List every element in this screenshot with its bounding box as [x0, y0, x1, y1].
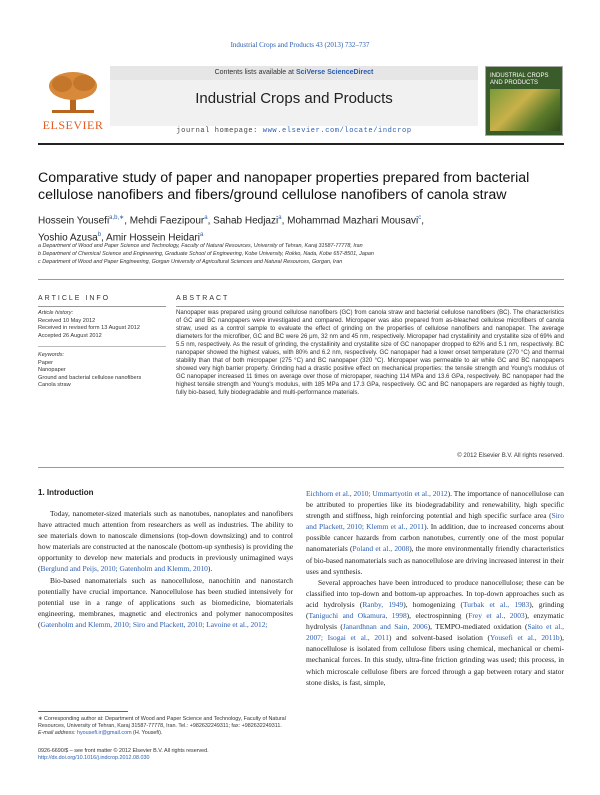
journal-title: Industrial Crops and Products — [195, 90, 393, 107]
publisher-name: ELSEVIER — [42, 118, 104, 132]
email-suffix: (H. Yousefi). — [131, 730, 163, 736]
author-sup[interactable]: c — [418, 215, 422, 221]
text-run: Several approaches have been introduced to produce nanocellulose; these can be classified into top-down and bottom-up approaches. In top-down approaches such as acid hydrolysis ( — [306, 577, 564, 609]
article-history — [38, 310, 166, 340]
text-run: ), enzymatic hydrolysis ( — [306, 611, 565, 632]
text-run: ), grinding ( — [306, 599, 565, 621]
text-run: ). In addition, due to increased concerns about possible cancer hazards from carbon nanotubes, currently one of the most popular nanomaterials ( — [306, 522, 564, 554]
text-run: ), TEMPO-mediated oxidation ( — [427, 622, 528, 632]
author-sup[interactable]: b — [97, 232, 102, 239]
abstract-text: Nanopaper was prepared using ground cellulose nanofibers (GC) from canola straw and bacterial cellulose nanofibers (BC). The characteristics of GC and BC nanopapers were investigated and compared. Micropaper was also prepared from as-bleached cellulose microfibers of canola straw, used as a control sample to evaluate the effect of grinding on the properties of cellulose nanofibers and nanopaper. The average diameters for the microfiber, GC and BC were 26 μm, 32 nm and 45 nm, respectively. Micropaper had crystallinity and crystallite size of 69% and 5.5 nm, respectively. As the result of grinding, the crystallinity and crystallite size of GC nanopaper dropped to 62% and 5.1 nm, respectively. BC nanopaper showed the highest values, with 80% and 6.2 nm, respectively. GC nanopaper had a lower onset temperature (270 °C) and thermal stability than that of both micropaper (275 °C) and BC nanopaper (320 °C). Micropaper was permeable to air while GC and BC nanopapers showed very high barrier property. Grinding had a drastic positive effect on mechanical properties: the tensile strength and Young's modulus of GC nanopaper increased 11 times on average over those of micropaper, reaching 114 MPa and 13.6 GPa, respectively. BC nanopaper had the highest tensile strength and Young's modulus, with 185 MPa and 17.3 GPa, respectively. GC and BC nanopapers are regarded as highly tough, fully bio-based, fully biodegradable and multi-performance materials. — [176, 310, 564, 397]
author-list — [38, 211, 564, 246]
affiliation-b: b Department of Chemical Science and Engineering, Graduate School of Engineering, Kobe University, Rokko, Nada, Kobe 657-8501, Japan — [38, 251, 374, 257]
citation-link[interactable]: Yousefi et al., 2011b — [489, 633, 560, 643]
abstract-bottom-rule — [38, 467, 564, 468]
cover-art — [490, 89, 560, 131]
text-run: Bio-based nanomaterials such as nanocellulose, nanochitin and nanostarch potentially have crucial importance. Nanocellulose has been studied intensively for potential use in a range of applications such as biomedicine, biomaterials engineering, membranes, magnetic and electronics and polymer nanocomposites ( — [38, 575, 293, 629]
left-column — [38, 508, 293, 630]
doi-link[interactable]: http://dx.doi.org/10.1016/j.indcrop.2012.08.030 — [38, 755, 150, 761]
keywords-list — [38, 352, 166, 390]
author-sup[interactable]: a — [199, 232, 204, 239]
author-sup[interactable]: a — [278, 215, 282, 221]
citation-link[interactable]: Taniguchi and Okamura, 1998 — [308, 611, 407, 621]
author-name: , Mohammad Mazhari Mousavi — [281, 215, 419, 227]
author-sup[interactable]: a — [204, 215, 208, 221]
author-name[interactable]: Hossein Yousefi — [38, 215, 110, 227]
journal-homepage — [110, 127, 478, 135]
author-sep: , — [421, 215, 425, 227]
citation-link[interactable]: Eichhorn et al., 2010; Ummartyotin et al., 2012 — [306, 489, 448, 498]
paragraph — [306, 488, 564, 577]
citation-link[interactable]: Poland et al., 2008 — [352, 544, 410, 554]
homepage-label: journal homepage: — [176, 127, 263, 135]
keyword: Nanopaper — [38, 367, 66, 374]
received-date: Received 10 May 2012 — [38, 317, 96, 324]
citation-link[interactable]: Berglund and Peijs, 2010; Gatenholm and Klemm, 2010 — [40, 564, 208, 574]
corresponding-author-note: ∗ Corresponding author at: Department of Wood and Paper Science and Technology, Faculty of Natural Resources, University of Tehran, Karaj 31587-77778, Iran. Tel.: +982632249311; fax: +982632249311. — [38, 716, 286, 729]
text-run: ), electrospinning ( — [406, 611, 469, 621]
keyword: Ground and bacterial cellulose nanofibers — [38, 374, 142, 381]
email-link[interactable]: hyousefi.ir@gmail.com — [76, 730, 132, 736]
section-divider — [38, 279, 564, 280]
citation-link[interactable]: Frey et al., 2003 — [468, 611, 525, 621]
affiliation-a: a Department of Wood and Paper Science and Technology, Faculty of Natural Resources, University of Tehran, Karaj 31587-77778, Iran — [38, 243, 363, 249]
text-run: ). — [207, 564, 213, 574]
affiliation-c: c Department of Wood and Paper Engineering, Gorgan University of Agricultural Sciences and Natural Resources, Gorgan, Iran — [38, 259, 343, 265]
citation-link[interactable]: Janardhnan and Sain, 2006 — [342, 622, 428, 632]
author-name: Yoshio Azusa — [38, 232, 98, 244]
right-column — [306, 488, 564, 688]
text-run: ), nanocellulose is isolated from cellulose fibers using chemical, mechanical or chemi-mechanical forces. In this study, ultra-fine friction grinding was used; this process, in which microscale cellulose fibers are forced through a gap between rotary and stator stone disks, is fast, simple, — [306, 633, 564, 687]
history-label: Article history: — [38, 310, 74, 316]
keyword: Canola straw — [38, 382, 71, 389]
keywords-rule — [38, 346, 166, 347]
article-info-heading: ARTICLE INFO — [38, 295, 111, 302]
citation-link[interactable]: Gatenholm and Klemm, 2010; Siro and Plackett, 2010; Lavoine et al., 2012; — [40, 619, 268, 629]
citation-link[interactable]: Siro and Plackett, 2010; Klemm et al., 2011 — [306, 511, 564, 532]
author-sup[interactable]: a,b,∗ — [109, 215, 125, 221]
citation-link[interactable]: Ranby, 1949 — [362, 599, 404, 609]
keyword: Paper — [38, 359, 53, 366]
text-run: ), homogenizing ( — [403, 599, 464, 609]
copyright-notice: © 2012 Elsevier B.V. All rights reserved. — [457, 453, 564, 459]
text-run: ). The importance of nanocellulose can be attributed to properties like its biodegradability and renewability, high specific strength and stiffness, high reinforcing potential and high specific surface area ( — [306, 489, 564, 521]
homepage-link[interactable]: www.elsevier.com/locate/indcrop — [262, 127, 412, 135]
author-name: , Mehdi Faezipour — [124, 215, 205, 227]
author-name: , Sahab Hedjazi — [207, 215, 279, 227]
abstract-rule — [176, 306, 564, 307]
abstract-heading: ABSTRACT — [176, 295, 230, 302]
text-run: Today, nanometer-sized materials such as nanotubes, nanoplates and nanofibers have attracted much attention from researchers as well as industries. The ability to see materials down to nanoscale dimensions (top-down downsizing) and to control how materials are constructed at the nanoscale (bottom-up synthesis) is providing the opportunity to develop new materials and products in previously unimagined ways ( — [38, 509, 293, 574]
email-label: E-mail address: — [38, 730, 77, 736]
accepted-date: Accepted 26 August 2012 — [38, 332, 102, 339]
footnote — [38, 716, 293, 737]
author-name: , Amir Hossein Heidari — [101, 232, 200, 244]
article-info-rule — [38, 306, 166, 307]
tree-icon — [44, 70, 102, 114]
contents-prefix: Contents lists available at — [214, 69, 296, 76]
paragraph — [306, 577, 564, 688]
issn-line: 0926-6690/$ – see front matter © 2012 Elsevier B.V. All rights reserved. — [38, 748, 209, 754]
issn-block — [38, 748, 338, 762]
footnote-rule — [38, 711, 128, 712]
text-run: ) and solvent-based isolation ( — [388, 633, 490, 643]
revised-date: Received in revised form 13 August 2012 — [38, 325, 140, 332]
keywords-label: Keywords: — [38, 352, 65, 358]
contents-band — [110, 66, 478, 80]
citation-link[interactable]: Saito et al., 2007; Isogai et al., 2011 — [306, 622, 565, 643]
elsevier-logo — [38, 66, 108, 136]
article-title: Comparative study of paper and nanopaper properties prepared from bacterial cellulose nanofibers and fibers/ground cellulose nanofibers of canola straw — [38, 170, 530, 203]
journal-cover — [485, 66, 563, 136]
cover-title: INDUSTRIAL CROPS AND PRODUCTS — [490, 73, 549, 86]
paragraph — [38, 575, 293, 630]
citation-link[interactable]: Turbak et al., 1983 — [463, 599, 530, 609]
journal-reference[interactable]: Industrial Crops and Products 43 (2013) 732–737 — [230, 41, 370, 49]
introduction-heading: 1. Introduction — [38, 488, 94, 497]
header-divider — [38, 143, 564, 145]
paragraph — [38, 508, 293, 575]
sciencedirect-link[interactable]: SciVerse ScienceDirect — [295, 69, 374, 76]
text-run: ), the more environmentally friendly characteristics of bio-based nanomaterials such as nanocellulose are driving increased interest in their uses and synthesis. — [306, 544, 564, 576]
